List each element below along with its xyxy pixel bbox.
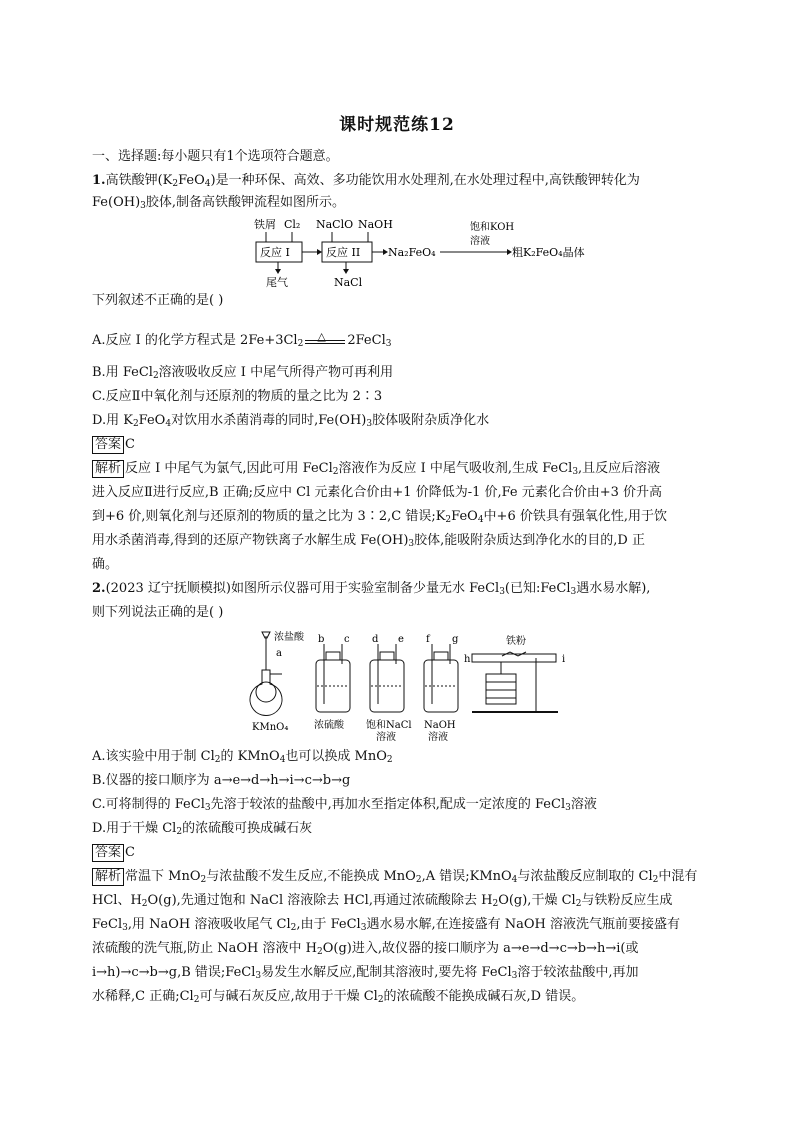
subscript: 2: [492, 899, 499, 909]
label-bottle-naoh: NaOH: [424, 720, 456, 731]
subscript: 3: [385, 339, 392, 349]
q1-stem-text: 胶体,制备高铁酸钾流程如图所示。: [145, 195, 346, 210]
q2-stem-text: (2023 辽宁抚顺模拟)如图所示仪器可用于实验室制备少量无水 FeCl: [105, 581, 500, 596]
q1-question: 下列叙述不正确的是( ): [92, 293, 224, 308]
answer-value: C: [125, 845, 135, 860]
q1-analysis-line4: [92, 530, 712, 552]
subscript: 2: [200, 875, 207, 885]
subscript: 2: [386, 755, 393, 765]
q2-option-d: [92, 818, 312, 840]
q2-option-a: [92, 746, 393, 768]
q2-apparatus-diagram: [240, 630, 580, 742]
answer-tag: 答案: [92, 436, 124, 454]
q1-analysis-line3: [92, 506, 712, 528]
subscript: 2: [317, 947, 323, 957]
option-text: B.用 FeCl: [92, 365, 153, 380]
label-kmno4: KMnO₄: [252, 722, 289, 733]
q2-stem-text: (已知:FeCl: [504, 581, 571, 596]
port-f: f: [426, 634, 430, 645]
analysis-text: 浓硫酸的洗气瓶,防止 NaOH 溶液中 H: [92, 941, 317, 956]
option-text: D.用 K: [92, 413, 133, 428]
subscript: 2: [297, 339, 304, 349]
q1-stem-line2: [92, 192, 712, 214]
subscript: 4: [165, 419, 172, 429]
option-text: 先溶于较浓的盐酸中,再加水至指定体积,配成一定浓度的 FeCl: [210, 797, 566, 812]
port-a: a: [276, 648, 282, 659]
heat-symbol: △: [317, 330, 326, 343]
label-bottle-nacl-solution: 溶液: [376, 732, 396, 743]
subscript: 2: [575, 899, 582, 909]
analysis-text: i→h)→c→b→g,B 错误;FeCl: [92, 965, 256, 980]
q1-stem-text: )是一种环保、高效、多功能饮用水处理剂,在水处理过程中,高铁酸钾转化为: [210, 173, 640, 188]
subscript: 2: [172, 179, 179, 189]
reaction-arrow: [305, 330, 345, 344]
q2-option-c: [92, 794, 597, 816]
port-g: g: [452, 634, 459, 645]
section-heading: 一、选择题:每小题只有1个选项符合题意。: [92, 149, 339, 164]
q1-stem-line1: [92, 170, 712, 192]
q2-stem-text: 遇水易水解),: [576, 581, 651, 596]
wash-bottle-1: [316, 644, 350, 712]
subscript: 4: [511, 875, 518, 885]
flow-label-naclo: NaClO: [316, 218, 354, 231]
subscript: 3: [122, 923, 128, 933]
option-text: 的 KMnO: [220, 749, 280, 764]
subscript: 3: [570, 587, 577, 597]
analysis-text: 中+6 价铁具有强氧化性,用于饮: [483, 509, 667, 524]
analysis-text: 中混有: [658, 869, 698, 884]
analysis-text: 用水杀菌消毒,得到的还原产物铁离子水解生成 Fe(OH): [92, 533, 409, 548]
flow-label-tailgas: 尾气: [266, 276, 288, 289]
option-text: C.可将制得的 FeCl: [92, 797, 205, 812]
option-text: 2FeCl: [347, 333, 386, 348]
analysis-text: 与浓盐酸不发生反应,不能换成 MnO: [206, 869, 416, 884]
analysis-text: O(g),干燥 Cl: [498, 893, 576, 908]
option-text: 胶体吸附杂质净化水: [372, 413, 490, 428]
analysis-text: FeO: [451, 509, 478, 524]
arrow-head: [343, 269, 349, 274]
subscript: 3: [255, 971, 262, 981]
q2-analysis-line1: [92, 866, 712, 888]
q2-analysis-line5: [92, 962, 712, 984]
subscript: 3: [204, 803, 211, 813]
flow-cond-solution: 溶液: [470, 236, 490, 247]
analysis-text: ,A 错误;KMnO: [421, 869, 512, 884]
option-text: D.用于干燥 Cl: [92, 821, 177, 836]
analysis-text: ,用 NaOH 溶液吸收尾气 Cl: [127, 917, 291, 932]
subscript: 2: [176, 827, 183, 837]
option-text: A.该实验中用于制 Cl: [92, 749, 215, 764]
analysis-text: FeCl: [92, 917, 123, 932]
q1-answer: [92, 434, 712, 456]
q1-option-d: [92, 410, 489, 432]
analysis-text: 与浓盐酸反应制取的 Cl: [517, 869, 653, 884]
flow-label-nacl: NaCl: [334, 276, 363, 289]
subscript: 2: [290, 923, 297, 933]
q1-option-a: [92, 330, 391, 352]
option-text: 对饮用水杀菌消毒的同时,Fe(OH): [171, 413, 367, 428]
analysis-text: 溶于较浓盐酸中,再加: [517, 965, 639, 980]
subscript: 3: [408, 539, 415, 549]
flow-cond-koh: 饱和KOH: [470, 222, 515, 233]
subscript: 2: [445, 515, 452, 525]
subscript: 3: [572, 467, 579, 477]
subscript: 3: [511, 971, 518, 981]
flow-label-naoh: NaOH: [358, 218, 393, 231]
subscript: 4: [204, 179, 211, 189]
analysis-text: 到+6 价,则氧化剂与还原剂的物质的量之比为 3∶2,C 错误;K: [92, 509, 446, 524]
subscript: 3: [565, 803, 571, 813]
arrow-head: [275, 269, 281, 274]
q1-analysis-line5: 确。: [92, 557, 119, 572]
heated-tube-with-stand: [472, 652, 558, 712]
q1-stem-text: 高铁酸钾(K: [105, 173, 173, 188]
port-c: c: [344, 634, 350, 645]
flow-label-product: 粗K₂FeO₄晶体: [512, 246, 585, 259]
q2-stem-line1: [92, 578, 712, 600]
subscript: 2: [141, 899, 148, 909]
analysis-text: 遇水易水解,在连接盛有 NaOH 溶液洗气瓶前要接盛有: [366, 917, 680, 932]
port-d: d: [372, 634, 379, 645]
arrow-head: [317, 249, 322, 255]
port-h: h: [464, 654, 471, 665]
label-conc-hcl: 浓盐酸: [274, 632, 304, 643]
flow-box1-label: 反应 I: [260, 246, 290, 259]
option-text: 的浓硫酸可换成碱石灰: [182, 821, 313, 836]
q1-stem-text: FeO: [178, 173, 205, 188]
analysis-tag: 解析: [92, 460, 124, 478]
analysis-text: ,且反应后溶液: [578, 461, 661, 476]
label-bottle-nacl: 饱和NaCl: [366, 720, 412, 731]
wash-bottle-2: [370, 644, 404, 712]
analysis-text: O(g),先通过饱和 NaCl 溶液除去 HCl,再通过浓硫酸除去 H: [147, 893, 493, 908]
analysis-text: 溶液作为反应 I 中尾气吸收剂,生成 FeCl: [338, 461, 573, 476]
port-b: b: [318, 634, 325, 645]
subscript: 3: [360, 923, 367, 933]
flow-box2-label: 反应 II: [326, 246, 361, 259]
analysis-text: O(g)进入,故仪器的接口顺序为 a→e→d→c→b→h→i(或: [322, 941, 639, 956]
port-i: i: [562, 654, 566, 665]
q1-option-c: C.反应Ⅱ中氧化剂与还原剂的物质的量之比为 2∶3: [92, 389, 383, 404]
subscript: 3: [499, 587, 505, 597]
subscript: 3: [366, 419, 373, 429]
q1-flow-diagram: [240, 214, 585, 294]
option-text: 溶液: [570, 797, 597, 812]
flow-label-cl2: Cl₂: [284, 218, 301, 231]
q1-analysis-line2: 进入反应Ⅱ进行反应,B 正确;反应中 Cl 元素化合价由+1 价降低为-1 价,Fe 元素化合价由+3 价升高: [92, 485, 663, 500]
port-e: e: [398, 634, 404, 645]
q1-number: 1.: [92, 173, 106, 188]
subscript: 2: [152, 371, 159, 381]
subscript: 2: [652, 875, 659, 885]
analysis-text: 常温下 MnO: [125, 869, 201, 884]
q1-stem-text: Fe(OH): [92, 195, 141, 210]
q2-analysis-line2: [92, 890, 712, 912]
q2-stem-line2: 则下列说法正确的是( ): [92, 605, 224, 620]
q2-analysis-line4: [92, 938, 712, 960]
wash-bottle-3: [424, 644, 458, 712]
flow-label-iron: 铁屑: [254, 218, 276, 231]
analysis-text: 的浓硫酸不能换成碱石灰,D 错误。: [383, 989, 585, 1004]
subscript: 2: [332, 467, 339, 477]
analysis-text: 胶体,能吸附杂质达到净化水的目的,D 正: [414, 533, 645, 548]
analysis-text: 水稀释,C 正确;Cl: [92, 989, 194, 1004]
subscript: 3: [140, 201, 146, 211]
answer-tag: 答案: [92, 844, 124, 862]
flask-with-funnel: [250, 632, 282, 715]
subscript: 2: [214, 755, 221, 765]
q2-analysis-line6: [92, 986, 712, 1008]
q2-answer: [92, 842, 712, 864]
subscript: 2: [377, 995, 384, 1005]
option-text: A.反应 I 的化学方程式是 2Fe+3Cl: [92, 333, 298, 348]
label-bottle-h2so4: 浓硫酸: [314, 720, 344, 731]
option-text: FeO: [138, 413, 166, 428]
subscript: 4: [477, 515, 484, 525]
analysis-text: 易发生水解反应,配制其溶液时,要先将 FeCl: [261, 965, 512, 980]
label-bottle-naoh-solution: 溶液: [428, 732, 448, 743]
subscript: 2: [415, 875, 422, 885]
flow-label-na2feo4: Na₂FeO₄: [388, 246, 436, 259]
option-text: 溶液吸收反应 I 中尾气所得产物可再利用: [158, 365, 394, 380]
answer-value: C: [125, 437, 135, 452]
q2-option-b: B.仪器的接口顺序为 a→e→d→h→i→c→b→g: [92, 773, 351, 788]
analysis-text: 反应 I 中尾气为氯气,因此可用 FeCl: [125, 461, 333, 476]
page-title: 课时规范练12: [339, 115, 455, 135]
analysis-text: ,由于 FeCl: [296, 917, 361, 932]
q2-number: 2.: [92, 581, 106, 596]
q2-analysis-line3: [92, 914, 712, 936]
subscript: 2: [132, 419, 139, 429]
analysis-text: HCl、H: [92, 893, 142, 908]
analysis-text: 与铁粉反应生成: [581, 893, 673, 908]
label-iron-powder: 铁粉: [506, 636, 526, 647]
subscript: 2: [193, 995, 200, 1005]
q1-option-b: [92, 362, 393, 384]
analysis-text: 可与碱石灰反应,故用于干燥 Cl: [199, 989, 378, 1004]
option-text: 也可以换成 MnO: [285, 749, 387, 764]
analysis-tag: 解析: [92, 868, 124, 886]
q1-analysis-line1: [92, 458, 712, 480]
subscript: 4: [279, 755, 286, 765]
